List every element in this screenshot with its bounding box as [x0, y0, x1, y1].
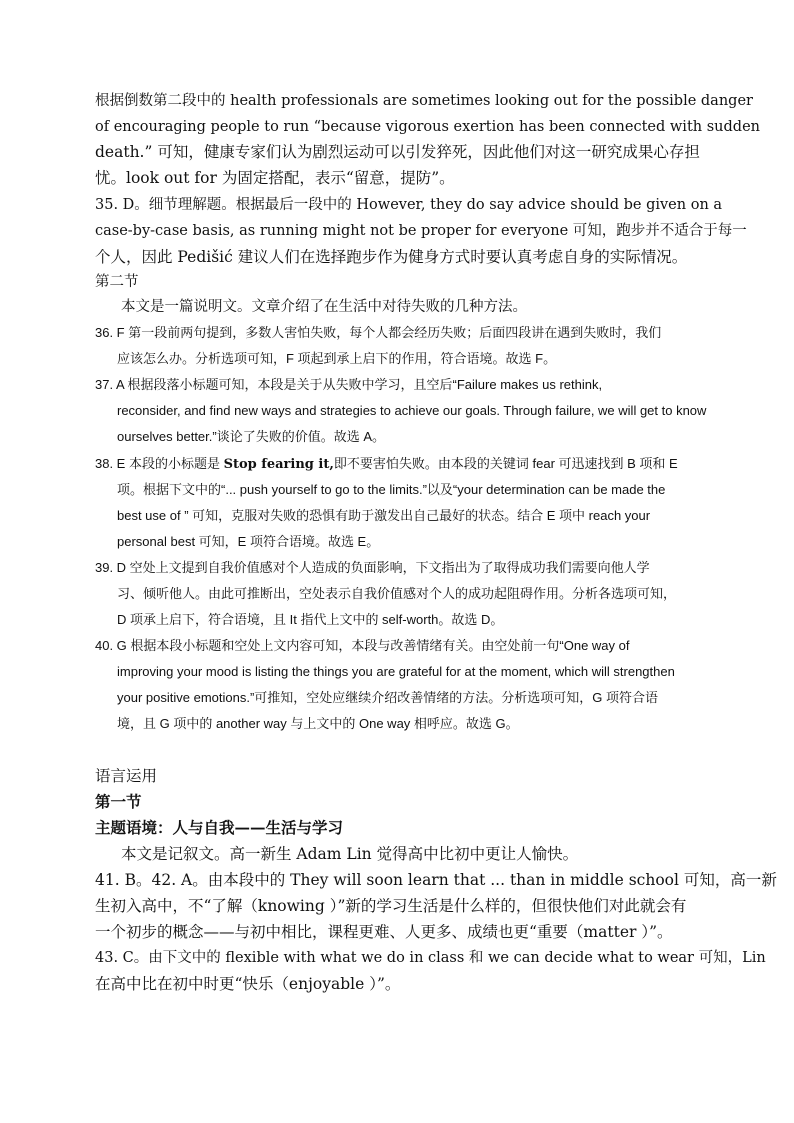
- text-line: 境，且 G 项中的 another way 与上文中的 One way 相呼应。故选 G。: [117, 716, 519, 731]
- text-line: 41. B。42. A。由本段中的 They will soon learn that ... than in middle school 可知，高一新: [95, 871, 777, 889]
- text-line: 根据倒数第二段中的 health professionals are sometimes looking out for the possible danger: [95, 93, 753, 109]
- text-line: [95, 452, 705, 477]
- text-line: 个人，因此 Pedišić 建议人们在选择跑步作为健身方式时要认真考虑自身的实际情况。: [95, 248, 688, 266]
- text-line: your positive emotions.”可推知，空处应继续介绍改善情绪的方法。分析选项可知，G 项符合语: [117, 690, 659, 705]
- text-line: case-by-case basis, as running might not be proper for everyone 可知，跑步并不适合于每一: [95, 223, 747, 239]
- text-line: death.” 可知，健康专家们认为剧烈运动可以引发猝死，因此他们对这一研究成果心存担: [95, 143, 700, 161]
- text-line: 40. G 根据本段小标题和空处上文内容可知，本段与改善情绪有关。由空处前一句“One way of: [95, 638, 630, 653]
- text-segment: 38. E 本段的小标题是: [95, 456, 224, 471]
- text-line: 本文是记叙文。高一新生 Adam Lin 觉得高中比初中更让人愉快。: [121, 845, 579, 863]
- text-line: 应该怎么办。分析选项可知，F 项起到承上启下的作用，符合语境。故选 F。: [117, 351, 557, 366]
- text-line: 36. F 第一段前两句提到，多数人害怕失败，每个人都会经历失败；后面四段讲在遇到失败时，我们: [95, 325, 662, 340]
- text-segment: 即不要害怕失败。由本段的关键词 fear 可迅速找到 B 项和 E: [333, 456, 678, 471]
- text-line: 习、倾听他人。由此可推断出，空处表示自我价值感对个人的成功起阻碍作用。分析各选项可知，: [117, 586, 677, 601]
- section-heading: 主题语境：人与自我——生活与学习: [95, 818, 344, 837]
- text-line: best use of ” 可知，克服对失败的恐惧有助于激发出自己最好的状态。结合 E 项中 reach your: [117, 508, 651, 523]
- text-line: 项。根据下文中的“... push yourself to go to the limits.”以及“your determination can be made the: [117, 482, 666, 497]
- text-line: of encouraging people to run “because vigorous exertion has been connected with sudden: [95, 119, 760, 135]
- text-line: 43. C。由下文中的 flexible with what we do in class 和 we can decide what to wear 可知，Lin: [95, 950, 766, 966]
- text-line: 37. A 根据段落小标题可知，本段是关于从失败中学习，且空后“Failure makes us rethink,: [95, 377, 603, 392]
- text-line: ourselves better.”谈论了失败的价值。故选 A。: [117, 429, 385, 444]
- section-heading: 第二节: [95, 274, 139, 290]
- text-line: 一个初步的概念——与初中相比，课程更难、人更多、成绩也更“重要（matter ）”。: [95, 923, 673, 941]
- section-heading: 第一节: [95, 792, 142, 811]
- text-line: improving your mood is listing the things you are grateful for at the moment, which will strengthen: [117, 664, 675, 679]
- text-line: 35. D。细节理解题。根据最后一段中的 However, they do say advice should be given on a: [95, 197, 723, 213]
- text-line: D 项承上启下，符合语境，且 It 指代上文中的 self-worth。故选 D。: [117, 612, 504, 627]
- text-line: personal best 可知，E 项符合语境。故选 E。: [117, 534, 380, 549]
- text-line: 忧。look out for 为固定搭配，表示“留意，提防”。: [95, 169, 455, 187]
- text-line: 在高中比在初中时更“快乐（enjoyable ）”。: [95, 975, 401, 993]
- section-heading: 语言运用: [95, 767, 158, 785]
- text-line: reconsider, and find new ways and strategies to achieve our goals. Through failure, we will get to know: [117, 403, 707, 418]
- text-line: 本文是一篇说明文。文章介绍了在生活中对待失败的几种方法。: [121, 299, 527, 315]
- subtitle-quote: Stop fearing it,: [223, 457, 334, 472]
- text-line: 39. D 空处上文提到自我价值感对个人造成的负面影响，下文指出为了取得成功我们需要向他人学: [95, 560, 650, 575]
- text-line: 生初入高中，不“了解（knowing ）”新的学习生活是什么样的，但很快他们对此就会有: [95, 897, 687, 915]
